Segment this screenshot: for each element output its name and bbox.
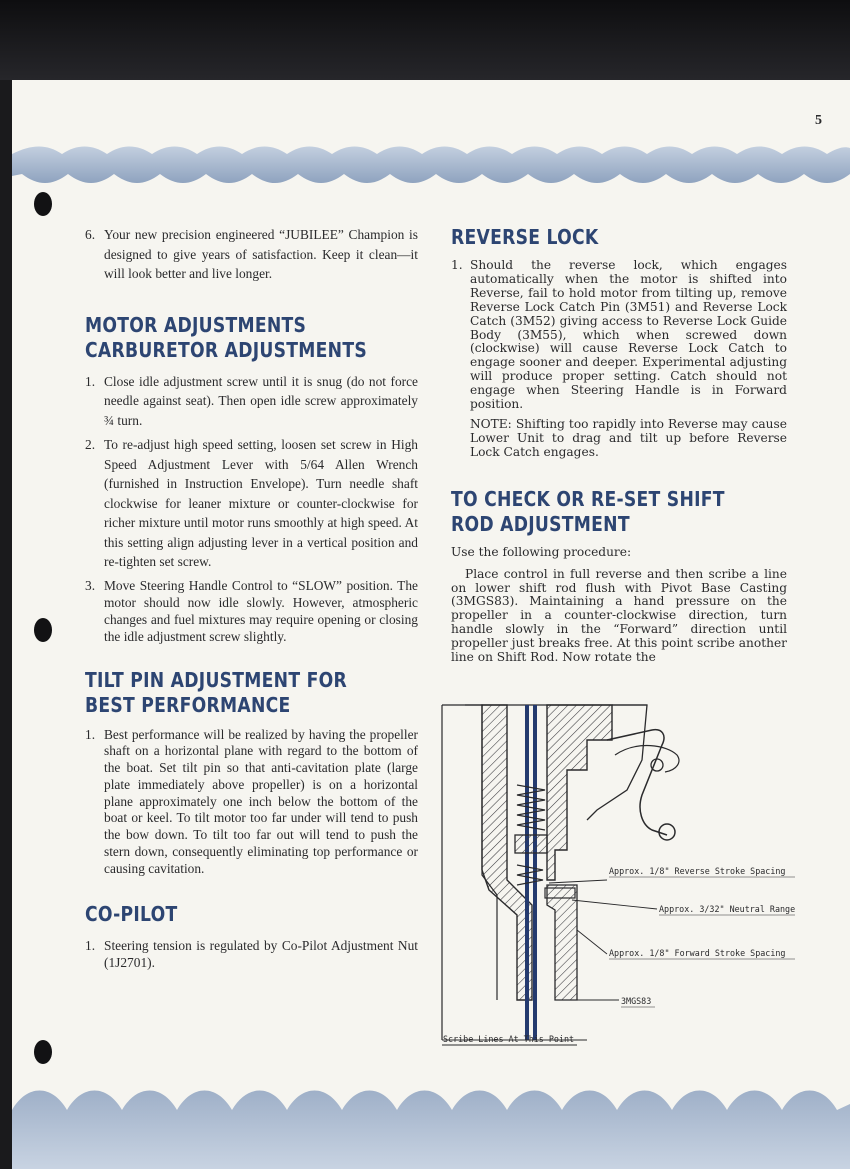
- binder-hole-middle: [34, 618, 52, 642]
- motor-section: [85, 313, 418, 645]
- carburetor-heading: CARBURETOR ADJUSTMENTS: [85, 337, 367, 362]
- item-number: 3.: [85, 577, 96, 593]
- tilt-heading: TILT PIN ADJUSTMENT FOR: [85, 667, 347, 692]
- forward-stroke-label: Approx. 1/8" Forward Stroke Spacing: [609, 948, 786, 958]
- binder-hole-top: [34, 192, 52, 216]
- item-text: To re-adjust high speed setting, loosen set screw in High Speed Adjustment Lever with 5/64 Allen Wrench (furnished in Instruction Envelope). Turn needle shaft clockwise for leaner mixture or counter-clockwise for richer mixture until motor runs smoothly at high speed. At this setting align adjusting lever in a vertical position and re-tighten set screw.: [104, 437, 418, 569]
- list-item: [85, 435, 418, 572]
- neutral-range-label: Approx. 3/32" Neutral Range: [659, 904, 796, 914]
- list-item: [451, 259, 787, 412]
- item-number: 1.: [451, 258, 463, 272]
- background-top: [0, 0, 850, 80]
- motor-heading: MOTOR ADJUSTMENTS: [85, 312, 307, 337]
- left-column: [85, 225, 418, 971]
- wave-border-top: [12, 140, 850, 188]
- item-number: 2.: [85, 437, 96, 452]
- item-number: 6.: [85, 227, 96, 242]
- page-number: 5: [815, 113, 822, 128]
- item-number: 1.: [85, 726, 96, 742]
- item-text: Move Steering Handle Control to “SLOW” position. The motor should now idle slowly. However, atmospheric changes and fuel mixtures may require opening or closing the idle adjustment screw slightly.: [104, 577, 418, 644]
- rod-adjustment-heading: ROD ADJUSTMENT: [451, 511, 630, 536]
- reverse-note: NOTE: Shifting too rapidly into Reverse may cause Lower Unit to drag and tilt up before Reverse Lock Catch engages.: [470, 416, 787, 459]
- item-text: Steering tension is regulated by Co-Pilot Adjustment Nut (1J2701).: [104, 937, 418, 970]
- shift-heading: TO CHECK OR RE-SET SHIFT: [451, 486, 725, 511]
- binder-hole-bottom: [34, 1040, 52, 1064]
- reverse-stroke-label: Approx. 1/8" Reverse Stroke Spacing: [609, 866, 786, 876]
- copilot-heading: CO-PILOT: [85, 901, 178, 926]
- part-number-label: 3MGS83: [621, 996, 652, 1006]
- intro-item: [85, 225, 418, 284]
- item-text: Your new precision engineered “JUBILEE” Champion is designed to give years of satisfaction. Keep it clean—it will look better and live longer.: [104, 227, 418, 281]
- reverse-lock-section: [451, 225, 787, 460]
- scribe-lines-label: Scribe Lines At This Point: [443, 1034, 575, 1044]
- item-number: 1.: [85, 373, 96, 389]
- reverse-lock-heading: REVERSE LOCK: [451, 225, 599, 249]
- procedure-paragraph: Place control in full reverse and then scribe a line on lower shift rod flush with Pivot Base Casting (3MGS83). Maintaining a hand pressure on the propeller in a counter-clockwise direction, turn handle slowly in the “Forward” direction until propeller just breaks free. At this point scribe another line on Shift Rod. Now rotate the: [451, 566, 787, 665]
- item-text: Best performance will be realized by having the propeller shaft on a horizontal plane with regard to the bottom of the boat. Set tilt pin so that anti-cavitation plate (large plate immediately above propeller) is on a horizontal plane approximately one inch below the bottom of the boat or keel. To tilt motor too far under will tend to push the bow down. To tilt too far out will tend to push the stern down, consequently eliminating top performance or causing cavitation.: [104, 726, 418, 876]
- tilt-section: [85, 668, 418, 878]
- item-text: Should the reverse lock, which engages automatically when the motor is shifted into Reverse, fail to hold motor from tilting up, remove Reverse Lock Catch Pin (3M51) and Reverse Lock Catch (3M52) giving access to Reverse Lock Guide Body (3M55), which when screwed down (clockwise) will cause Reverse Lock Catch to engage sooner and deeper. Experimental adjusting will produce proper setting. Catch should not engage when Steering Handle is in Forward position.: [470, 258, 787, 412]
- list-item: [85, 727, 418, 878]
- item-number: 1.: [85, 937, 96, 953]
- copilot-section: [85, 902, 418, 971]
- list-item: [85, 372, 418, 431]
- shift-rod-diagram: [437, 700, 802, 1050]
- best-performance-heading: BEST PERFORMANCE: [85, 692, 291, 717]
- item-text: Close idle adjustment screw until it is snug (do not force needle against seat). Then open idle screw approximately ¾ turn.: [104, 373, 418, 428]
- shift-rod-section: [451, 487, 787, 665]
- procedure-intro: Use the following procedure:: [451, 544, 632, 559]
- right-column: [451, 225, 787, 665]
- list-item: [85, 577, 418, 645]
- wave-border-bottom: [12, 1080, 850, 1169]
- list-item: [85, 937, 418, 971]
